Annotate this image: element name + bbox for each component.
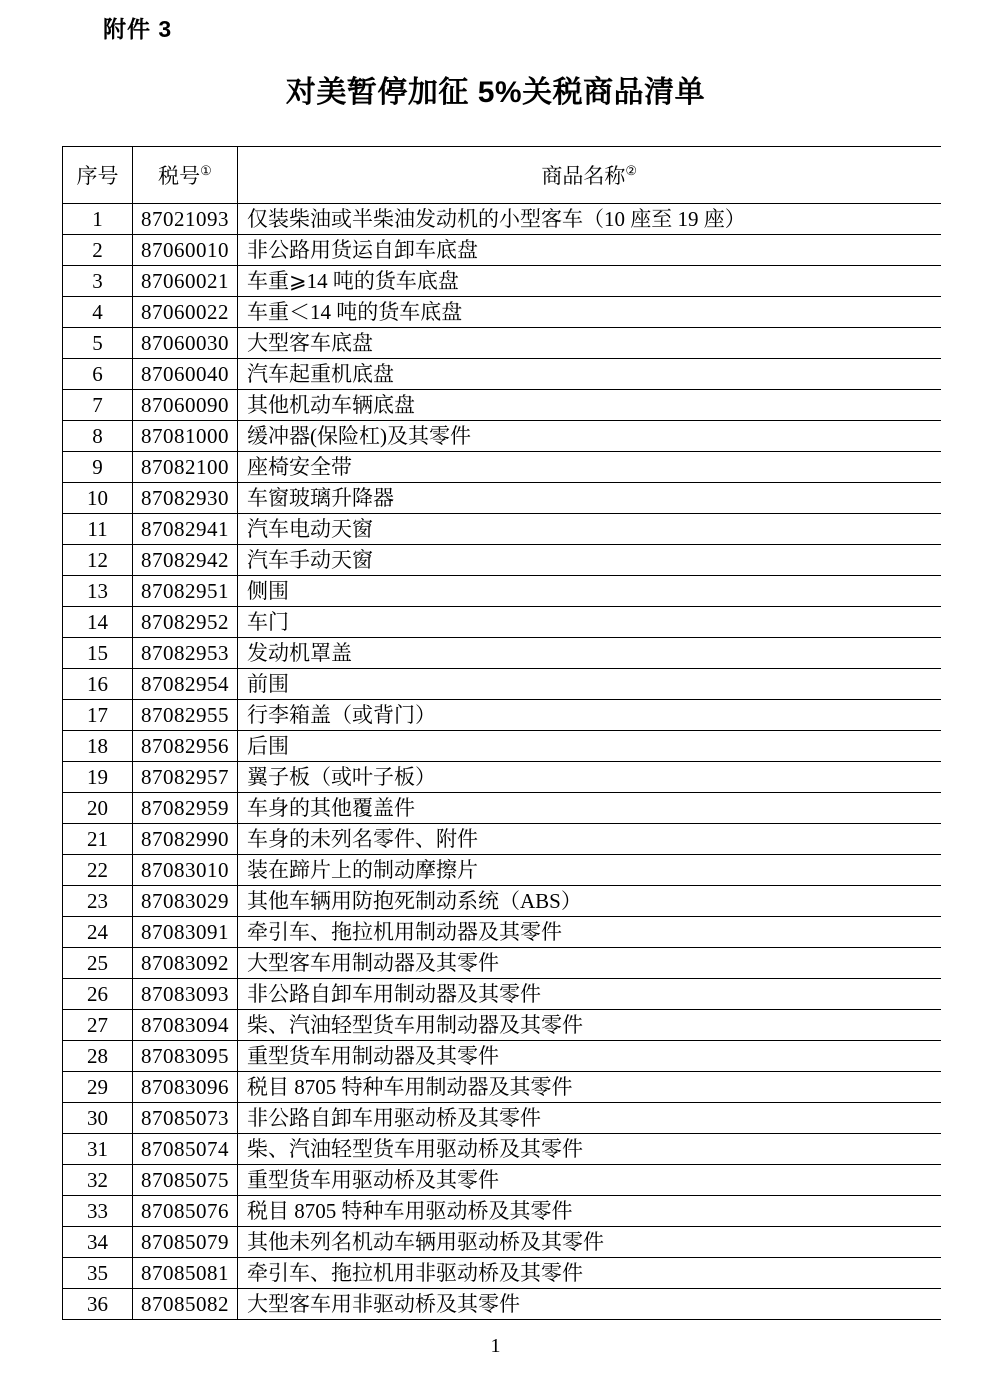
- seq-cell: 29: [63, 1072, 133, 1103]
- column-header-seq: [63, 147, 133, 204]
- column-header-code-label: 税号: [158, 164, 201, 188]
- seq-cell: 22: [63, 855, 133, 886]
- table-row: [63, 576, 941, 607]
- name-cell: 仅装柴油或半柴油发动机的小型客车（10 座至 19 座）: [238, 204, 941, 235]
- table-row: [63, 483, 941, 514]
- column-header-seq-label: 序号: [76, 164, 119, 188]
- name-cell: 税目 8705 特种车用制动器及其零件: [238, 1072, 941, 1103]
- footnote-mark: ①: [200, 163, 212, 178]
- table-row: [63, 1072, 941, 1103]
- name-cell: 非公路自卸车用驱动桥及其零件: [238, 1103, 941, 1134]
- code-cell: 87081000: [133, 421, 238, 452]
- seq-cell: 28: [63, 1041, 133, 1072]
- seq-cell: 10: [63, 483, 133, 514]
- code-cell: 87082957: [133, 762, 238, 793]
- table-row: [63, 1196, 941, 1227]
- name-cell: 其他机动车辆底盘: [238, 390, 941, 421]
- tariff-table: [62, 146, 941, 1320]
- table-row: [63, 917, 941, 948]
- seq-cell: 15: [63, 638, 133, 669]
- code-cell: 87083094: [133, 1010, 238, 1041]
- table-row: [63, 514, 941, 545]
- table-row: [63, 328, 941, 359]
- code-cell: 87082959: [133, 793, 238, 824]
- column-header-code: [133, 147, 238, 204]
- seq-cell: 31: [63, 1134, 133, 1165]
- table-row: [63, 545, 941, 576]
- seq-cell: 5: [63, 328, 133, 359]
- name-cell: 车窗玻璃升降器: [238, 483, 941, 514]
- code-cell: 87085075: [133, 1165, 238, 1196]
- seq-cell: 27: [63, 1010, 133, 1041]
- name-cell: 车重＜14 吨的货车底盘: [238, 297, 941, 328]
- code-cell: 87082952: [133, 607, 238, 638]
- seq-cell: 23: [63, 886, 133, 917]
- code-cell: 87021093: [133, 204, 238, 235]
- code-cell: 87082942: [133, 545, 238, 576]
- name-cell: 行李箱盖（或背门）: [238, 700, 941, 731]
- code-cell: 87060021: [133, 266, 238, 297]
- seq-cell: 33: [63, 1196, 133, 1227]
- name-cell: 大型客车用非驱动桥及其零件: [238, 1289, 941, 1320]
- seq-cell: 3: [63, 266, 133, 297]
- code-cell: 87082941: [133, 514, 238, 545]
- column-header-name: [238, 147, 941, 204]
- code-cell: 87083091: [133, 917, 238, 948]
- table-row: [63, 731, 941, 762]
- code-cell: 87085076: [133, 1196, 238, 1227]
- seq-cell: 12: [63, 545, 133, 576]
- code-cell: 87060090: [133, 390, 238, 421]
- seq-cell: 6: [63, 359, 133, 390]
- code-cell: 87082930: [133, 483, 238, 514]
- table-row: [63, 793, 941, 824]
- table-row: [63, 824, 941, 855]
- table-row: [63, 1289, 941, 1320]
- name-cell: 车身的未列名零件、附件: [238, 824, 941, 855]
- name-cell: 后围: [238, 731, 941, 762]
- table-row: [63, 638, 941, 669]
- name-cell: 其他未列名机动车辆用驱动桥及其零件: [238, 1227, 941, 1258]
- table-row: [63, 297, 941, 328]
- table-body: [63, 204, 941, 1320]
- seq-cell: 7: [63, 390, 133, 421]
- table-row: [63, 359, 941, 390]
- code-cell: 87085082: [133, 1289, 238, 1320]
- code-cell: 87082951: [133, 576, 238, 607]
- name-cell: 大型客车用制动器及其零件: [238, 948, 941, 979]
- name-cell: 柴、汽油轻型货车用驱动桥及其零件: [238, 1134, 941, 1165]
- name-cell: 车重⩾14 吨的货车底盘: [238, 266, 941, 297]
- name-cell: 车身的其他覆盖件: [238, 793, 941, 824]
- name-cell: 汽车电动天窗: [238, 514, 941, 545]
- name-cell: 重型货车用制动器及其零件: [238, 1041, 941, 1072]
- table-row: [63, 979, 941, 1010]
- seq-cell: 1: [63, 204, 133, 235]
- table-row: [63, 762, 941, 793]
- table-row: [63, 235, 941, 266]
- code-cell: 87085074: [133, 1134, 238, 1165]
- seq-cell: 18: [63, 731, 133, 762]
- seq-cell: 19: [63, 762, 133, 793]
- table-row: [63, 700, 941, 731]
- code-cell: 87082990: [133, 824, 238, 855]
- name-cell: 税目 8705 特种车用驱动桥及其零件: [238, 1196, 941, 1227]
- seq-cell: 17: [63, 700, 133, 731]
- table-row: [63, 855, 941, 886]
- table-row: [63, 948, 941, 979]
- seq-cell: 2: [63, 235, 133, 266]
- name-cell: 大型客车底盘: [238, 328, 941, 359]
- name-cell: 重型货车用驱动桥及其零件: [238, 1165, 941, 1196]
- seq-cell: 36: [63, 1289, 133, 1320]
- code-cell: 87085081: [133, 1258, 238, 1289]
- name-cell: 座椅安全带: [238, 452, 941, 483]
- code-cell: 87082953: [133, 638, 238, 669]
- seq-cell: 14: [63, 607, 133, 638]
- table-row: [63, 607, 941, 638]
- code-cell: 87083096: [133, 1072, 238, 1103]
- seq-cell: 24: [63, 917, 133, 948]
- name-cell: 车门: [238, 607, 941, 638]
- name-cell: 其他车辆用防抱死制动系统（ABS）: [238, 886, 941, 917]
- name-cell: 装在蹄片上的制动摩擦片: [238, 855, 941, 886]
- code-cell: 87083010: [133, 855, 238, 886]
- code-cell: 87082954: [133, 669, 238, 700]
- table-row: [63, 1227, 941, 1258]
- name-cell: 缓冲器(保险杠)及其零件: [238, 421, 941, 452]
- seq-cell: 16: [63, 669, 133, 700]
- code-cell: 87060040: [133, 359, 238, 390]
- table-header-row: [63, 147, 941, 204]
- name-cell: 侧围: [238, 576, 941, 607]
- table-row: [63, 1258, 941, 1289]
- code-cell: 87083095: [133, 1041, 238, 1072]
- table-row: [63, 266, 941, 297]
- name-cell: 翼子板（或叶子板）: [238, 762, 941, 793]
- code-cell: 87083029: [133, 886, 238, 917]
- code-cell: 87083093: [133, 979, 238, 1010]
- name-cell: 非公路自卸车用制动器及其零件: [238, 979, 941, 1010]
- table-row: [63, 886, 941, 917]
- seq-cell: 9: [63, 452, 133, 483]
- code-cell: 87082956: [133, 731, 238, 762]
- name-cell: 牵引车、拖拉机用非驱动桥及其零件: [238, 1258, 941, 1289]
- column-header-name-label: 商品名称: [541, 164, 626, 188]
- code-cell: 87082100: [133, 452, 238, 483]
- seq-cell: 32: [63, 1165, 133, 1196]
- table-row: [63, 204, 941, 235]
- table-row: [63, 1134, 941, 1165]
- code-cell: 87083092: [133, 948, 238, 979]
- table-row: [63, 1103, 941, 1134]
- seq-cell: 25: [63, 948, 133, 979]
- seq-cell: 26: [63, 979, 133, 1010]
- page-number: 1: [490, 1335, 501, 1357]
- name-cell: 汽车起重机底盘: [238, 359, 941, 390]
- footnote-mark: ②: [625, 163, 638, 178]
- table-row: [63, 421, 941, 452]
- seq-cell: 11: [63, 514, 133, 545]
- name-cell: 发动机罩盖: [238, 638, 941, 669]
- table-row: [63, 1165, 941, 1196]
- name-cell: 非公路用货运自卸车底盘: [238, 235, 941, 266]
- code-cell: 87060010: [133, 235, 238, 266]
- name-cell: 柴、汽油轻型货车用制动器及其零件: [238, 1010, 941, 1041]
- code-cell: 87060030: [133, 328, 238, 359]
- table-row: [63, 452, 941, 483]
- seq-cell: 21: [63, 824, 133, 855]
- seq-cell: 20: [63, 793, 133, 824]
- code-cell: 87060022: [133, 297, 238, 328]
- name-cell: 牵引车、拖拉机用制动器及其零件: [238, 917, 941, 948]
- table-row: [63, 1010, 941, 1041]
- name-cell: 前围: [238, 669, 941, 700]
- page-title: 对美暂停加征 5%关税商品清单: [285, 76, 706, 109]
- code-cell: 87085073: [133, 1103, 238, 1134]
- table-row: [63, 669, 941, 700]
- table-row: [63, 390, 941, 421]
- table-row: [63, 1041, 941, 1072]
- attachment-label: 附件 3: [103, 16, 173, 42]
- seq-cell: 4: [63, 297, 133, 328]
- name-cell: 汽车手动天窗: [238, 545, 941, 576]
- code-cell: 87082955: [133, 700, 238, 731]
- code-cell: 87085079: [133, 1227, 238, 1258]
- seq-cell: 35: [63, 1258, 133, 1289]
- seq-cell: 8: [63, 421, 133, 452]
- seq-cell: 34: [63, 1227, 133, 1258]
- seq-cell: 13: [63, 576, 133, 607]
- seq-cell: 30: [63, 1103, 133, 1134]
